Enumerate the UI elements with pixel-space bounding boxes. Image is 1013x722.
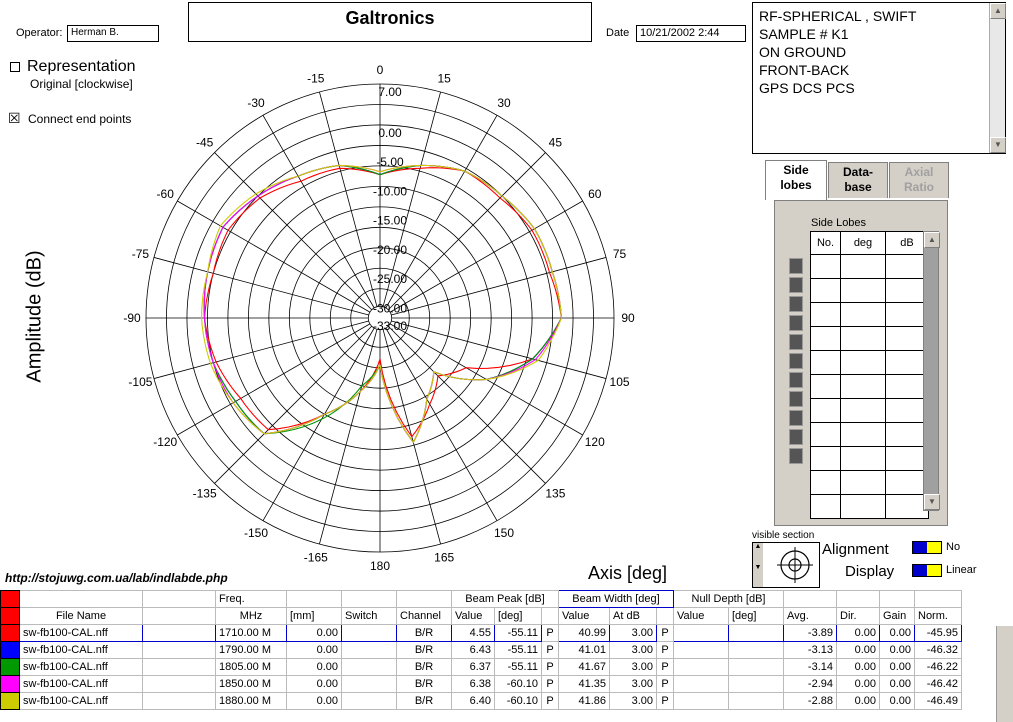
row-select-button[interactable] — [789, 391, 803, 407]
operator-field[interactable]: Herman B. — [67, 25, 159, 42]
header-cell — [20, 591, 143, 608]
results-table — [0, 590, 962, 710]
cell-switch — [342, 659, 397, 676]
cell-switch — [342, 676, 397, 693]
cell-gain: 0.00 — [880, 642, 915, 659]
connect-checkbox[interactable]: ☒ — [8, 110, 21, 126]
table-cell[interactable] — [841, 423, 886, 447]
cell-bp-value: 6.37 — [452, 659, 495, 676]
grid-spoke — [263, 328, 374, 521]
tab-database-line1: Data- — [842, 165, 873, 179]
header-gain: Gain — [880, 608, 915, 625]
header-norm: Norm. — [915, 608, 962, 625]
angle-tick-label: -90 — [123, 311, 141, 325]
grid-spoke — [215, 153, 372, 310]
cell-switch — [342, 693, 397, 710]
scroll-down-icon[interactable]: ▼ — [990, 137, 1006, 153]
results-scrollbar[interactable] — [996, 626, 1013, 722]
cell-file-name[interactable]: sw-fb100-CAL.nff — [20, 625, 143, 642]
radial-tick-label: -33.00 — [372, 319, 408, 333]
col-header-db: dB — [886, 232, 929, 255]
cell-gain[interactable]: 0.00 — [880, 625, 915, 642]
row-select-button[interactable] — [789, 353, 803, 369]
notes-line: ON GROUND — [759, 44, 847, 60]
radial-tick-label: -15.00 — [372, 213, 408, 228]
col-header-deg: deg — [841, 232, 886, 255]
cell-freq[interactable]: 1710.00 M — [216, 625, 287, 642]
table-cell[interactable] — [811, 327, 841, 351]
header-mm: [mm] — [287, 608, 342, 625]
angle-tick-label: -75 — [131, 246, 150, 261]
cell-channel: B/R — [397, 693, 452, 710]
cell-channel[interactable]: B/R — [397, 625, 452, 642]
row-select-button[interactable] — [789, 258, 803, 274]
cell-avg[interactable]: -3.89 — [784, 625, 837, 642]
grid-spoke — [388, 153, 545, 310]
cell-dir: 0.00 — [837, 659, 880, 676]
row-select-button[interactable] — [789, 334, 803, 350]
angle-tick-label: 75 — [612, 246, 627, 261]
header-cell — [837, 591, 880, 608]
header-freq: Freq. — [216, 591, 287, 608]
header-bp-value: Value — [452, 608, 495, 625]
angle-tick-label: 90 — [621, 311, 635, 325]
cell-nd-deg — [729, 693, 784, 710]
crosshair-icon — [777, 547, 813, 583]
tab-axial-ratio-line2: Ratio — [904, 180, 934, 194]
cell-bp-deg: -55.11 — [495, 642, 542, 659]
angle-tick-label: 30 — [497, 96, 511, 111]
notes-scrollbar[interactable] — [989, 3, 1005, 153]
cell-nd-deg — [729, 676, 784, 693]
cell-gain: 0.00 — [880, 659, 915, 676]
grid-spoke — [391, 321, 606, 379]
page-title: Galtronics — [188, 2, 592, 42]
connect-label: Connect end points — [28, 112, 132, 126]
header-bw-at: At dB — [610, 608, 657, 625]
cell-mm: 0.00 — [287, 659, 342, 676]
table-cell[interactable] — [841, 255, 886, 279]
notes-line: FRONT-BACK — [759, 62, 850, 78]
angle-tick-label: 150 — [493, 525, 515, 540]
cell-empty — [143, 642, 216, 659]
scroll-up-icon[interactable]: ▲ — [990, 3, 1006, 19]
cell-bw-at: 3.00 — [610, 659, 657, 676]
representation-label: Representation — [27, 58, 136, 75]
cell-bp-value: 6.38 — [452, 676, 495, 693]
tab-database[interactable] — [828, 162, 888, 198]
cell-file-name: sw-fb100-CAL.nff — [20, 642, 143, 659]
header-nd-value: Value — [674, 608, 729, 625]
cell-bp-deg: -60.10 — [495, 676, 542, 693]
grid-spoke — [319, 329, 377, 544]
cell-freq: 1880.00 M — [216, 693, 287, 710]
cell-mm[interactable]: 0.00 — [287, 625, 342, 642]
header-cell — [915, 591, 962, 608]
cell-nd-value — [674, 676, 729, 693]
header-file-name: File Name — [20, 608, 143, 625]
cell-channel: B/R — [397, 659, 452, 676]
angle-tick-label: 45 — [548, 135, 563, 150]
cell-empty — [143, 659, 216, 676]
table-cell[interactable] — [841, 327, 886, 351]
cell-file-name: sw-fb100-CAL.nff — [20, 676, 143, 693]
scroll-down-icon[interactable]: ▼ — [924, 494, 940, 510]
cell-bp-flag: P — [542, 676, 559, 693]
alignment-value: No — [946, 541, 961, 553]
header-cell — [397, 591, 452, 608]
cell-empty — [143, 676, 216, 693]
cell-mm: 0.00 — [287, 676, 342, 693]
table-cell[interactable] — [841, 495, 886, 519]
cell-bw-value: 41.67 — [559, 659, 610, 676]
table-cell[interactable] — [811, 471, 841, 495]
angle-tick-label: -45 — [195, 135, 214, 150]
y-axis-label: Amplitude (dB) — [23, 250, 46, 383]
header-nd-deg: [deg] — [729, 608, 784, 625]
representation-checkbox[interactable] — [10, 62, 20, 72]
cell-file-name: sw-fb100-CAL.nff — [20, 659, 143, 676]
cell-dir: 0.00 — [837, 676, 880, 693]
header-beam-peak: Beam Peak [dB] — [452, 591, 559, 608]
cell-nd-value — [674, 693, 729, 710]
radial-tick-label: 7.00 — [378, 85, 402, 99]
tab-side-lobes-line1: Side — [783, 163, 809, 177]
header-color-swatch — [1, 608, 20, 625]
tab-side-lobes[interactable] — [765, 160, 827, 200]
side-lobes-row-buttons — [785, 255, 807, 511]
grid-spoke — [154, 257, 369, 315]
grid-spoke — [386, 328, 497, 521]
cell-bw-value[interactable]: 40.99 — [559, 625, 610, 642]
table-row[interactable] — [1, 659, 962, 676]
angle-tick-label: 180 — [369, 559, 391, 573]
header-color-swatch — [1, 591, 20, 608]
header-cell — [143, 591, 216, 608]
cell-bw-value: 41.01 — [559, 642, 610, 659]
table-row[interactable] — [1, 676, 962, 693]
header-cell — [143, 608, 216, 625]
header-dir: Dir. — [837, 608, 880, 625]
grid-spoke — [390, 201, 583, 312]
angle-tick-label: -60 — [156, 187, 174, 201]
angle-tick-label: -105 — [128, 375, 153, 390]
notes-textarea[interactable] — [752, 2, 1006, 154]
notes-line: SAMPLE # K1 — [759, 26, 849, 42]
tab-side-lobes-line2: lobes — [780, 178, 812, 192]
header-channel: Channel — [397, 608, 452, 625]
cell-bw-at: 3.00 — [610, 642, 657, 659]
angle-tick-label: 60 — [588, 187, 602, 201]
date-label: Date — [606, 27, 630, 39]
visible-section-control[interactable] — [752, 542, 820, 588]
cell-channel: B/R — [397, 642, 452, 659]
cell-nd-deg[interactable] — [729, 625, 784, 642]
header-mhz: MHz — [216, 608, 287, 625]
cell-dir: 0.00 — [837, 642, 880, 659]
tab-axial-ratio[interactable] — [889, 162, 949, 198]
cell-mm: 0.00 — [287, 693, 342, 710]
table-cell[interactable] — [811, 447, 841, 471]
angle-tick-label: 0 — [376, 63, 384, 77]
cell-bw-flag: P — [657, 693, 674, 710]
radial-tick-label: -20.00 — [372, 242, 408, 257]
cell-switch — [342, 642, 397, 659]
table-row[interactable] — [1, 625, 962, 642]
radial-tick-label: 0.00 — [378, 125, 402, 140]
angle-tick-label: 15 — [437, 71, 451, 86]
cell-nd-value — [674, 642, 729, 659]
row-select-button[interactable] — [789, 372, 803, 388]
grid-spoke — [388, 326, 545, 483]
angle-tick-label: 135 — [545, 486, 566, 501]
table-row[interactable] — [1, 642, 962, 659]
radial-tick-label: -30.00 — [372, 301, 408, 316]
row-color-swatch[interactable] — [1, 693, 20, 710]
cell-dir: 0.00 — [837, 693, 880, 710]
header-cell — [657, 608, 674, 625]
cell-freq: 1790.00 M — [216, 642, 287, 659]
cell-bw-flag: P — [657, 676, 674, 693]
radial-tick-label: -5.00 — [376, 155, 404, 170]
header-avg: Avg. — [784, 608, 837, 625]
row-select-button[interactable] — [789, 429, 803, 445]
table-cell[interactable] — [841, 447, 886, 471]
cell-bw-value: 41.35 — [559, 676, 610, 693]
header-cell — [542, 608, 559, 625]
cell-bw-at: 3.00 — [610, 693, 657, 710]
row-select-button[interactable] — [789, 410, 803, 426]
side-lobes-table — [810, 231, 929, 519]
polar-chart — [100, 52, 660, 582]
tab-database-line2: base — [844, 180, 872, 194]
cell-bp-flag[interactable]: P — [542, 625, 559, 642]
cell-bp-deg[interactable]: -55.11 — [495, 625, 542, 642]
side-lobes-title: Side Lobes — [811, 217, 867, 229]
grid-spoke — [154, 321, 369, 379]
table-cell[interactable] — [811, 255, 841, 279]
cell-nd-value — [674, 659, 729, 676]
cell-channel: B/R — [397, 676, 452, 693]
header-cell — [287, 591, 342, 608]
row-color-swatch[interactable] — [1, 659, 20, 676]
header-cell — [880, 591, 915, 608]
row-color-swatch[interactable] — [1, 625, 20, 642]
alignment-toggle[interactable] — [912, 541, 942, 554]
angle-tick-label: -150 — [243, 525, 269, 540]
radial-tick-label: -10.00 — [372, 184, 408, 199]
cell-empty — [143, 693, 216, 710]
cell-avg: -2.88 — [784, 693, 837, 710]
tab-axial-ratio-line1: Axial — [904, 165, 934, 179]
angle-tick-label: -165 — [303, 550, 328, 565]
table-cell[interactable] — [841, 303, 886, 327]
cell-switch[interactable] — [342, 625, 397, 642]
cell-file-name: sw-fb100-CAL.nff — [20, 693, 143, 710]
header-cell — [784, 591, 837, 608]
grid-spoke — [391, 257, 606, 315]
cell-avg: -3.14 — [784, 659, 837, 676]
cell-bp-value: 6.40 — [452, 693, 495, 710]
row-select-button[interactable] — [789, 296, 803, 312]
cell-norm: -46.22 — [915, 659, 962, 676]
cell-norm[interactable]: -45.95 — [915, 625, 962, 642]
operator-label: Operator: — [16, 27, 63, 39]
notes-line: RF-SPHERICAL , SWIFT — [759, 8, 917, 24]
notes-line: GPS DCS PCS — [759, 80, 855, 96]
angle-tick-label: -120 — [153, 435, 178, 449]
results-table-area — [0, 590, 1013, 722]
row-color-swatch[interactable] — [1, 676, 20, 693]
cell-bw-value: 41.86 — [559, 693, 610, 710]
source-url[interactable]: http://stojuwg.com.ua/lab/indlabde.php — [5, 571, 228, 585]
representation-sub: Original [clockwise] — [30, 77, 133, 91]
cell-freq: 1850.00 M — [216, 676, 287, 693]
cell-empty[interactable] — [143, 625, 216, 642]
alignment-label: Alignment — [822, 541, 889, 558]
cell-bp-deg: -55.11 — [495, 659, 542, 676]
table-cell[interactable] — [841, 375, 886, 399]
angle-tick-label: 105 — [609, 375, 630, 390]
cell-bw-at[interactable]: 3.00 — [610, 625, 657, 642]
cell-bw-flag: P — [657, 642, 674, 659]
header-cell — [342, 591, 397, 608]
cell-bw-flag[interactable]: P — [657, 625, 674, 642]
cell-bp-value[interactable]: 4.55 — [452, 625, 495, 642]
header-bp-deg: [deg] — [495, 608, 542, 625]
table-cell[interactable] — [811, 351, 841, 375]
angle-tick-label: -135 — [192, 486, 217, 501]
side-lobes-panel — [774, 200, 948, 526]
row-select-button[interactable] — [789, 448, 803, 464]
row-color-swatch[interactable] — [1, 642, 20, 659]
angle-tick-label: -30 — [247, 96, 265, 111]
visible-section-label: visible section — [752, 530, 815, 541]
header-bw-value: Value — [559, 608, 610, 625]
visible-section-spinner[interactable]: ▲ ▼ — [753, 543, 763, 587]
cell-mm: 0.00 — [287, 642, 342, 659]
cell-gain: 0.00 — [880, 676, 915, 693]
cell-norm: -46.42 — [915, 676, 962, 693]
cell-nd-deg — [729, 642, 784, 659]
grid-spoke — [177, 201, 370, 312]
table-cell[interactable] — [811, 303, 841, 327]
cell-bw-at: 3.00 — [610, 676, 657, 693]
grid-spoke — [319, 92, 377, 307]
header-switch: Switch — [342, 608, 397, 625]
table-cell[interactable] — [811, 423, 841, 447]
radial-tick-label: -25.00 — [372, 272, 408, 287]
header-beam-width[interactable]: Beam Width [deg] — [559, 591, 674, 608]
display-value: Linear — [946, 564, 977, 576]
table-cell[interactable] — [841, 471, 886, 495]
table-row[interactable] — [1, 693, 962, 710]
angle-tick-label: -15 — [307, 71, 325, 86]
display-toggle[interactable] — [912, 564, 942, 577]
table-cell[interactable] — [811, 375, 841, 399]
display-label: Display — [845, 563, 895, 580]
x-axis-label: Axis [deg] — [588, 563, 668, 583]
cell-avg: -3.13 — [784, 642, 837, 659]
cell-bp-flag: P — [542, 659, 559, 676]
cell-nd-deg — [729, 659, 784, 676]
angle-tick-label: 120 — [584, 435, 605, 449]
table-cell[interactable] — [841, 351, 886, 375]
table-cell[interactable] — [811, 495, 841, 519]
cell-bw-flag: P — [657, 659, 674, 676]
side-lobes-scrollbar[interactable] — [923, 231, 939, 511]
scroll-up-icon[interactable]: ▲ — [924, 232, 940, 248]
cell-freq: 1805.00 M — [216, 659, 287, 676]
cell-bp-flag: P — [542, 693, 559, 710]
date-field[interactable]: 10/21/2002 2:44 — [636, 25, 746, 42]
table-cell[interactable] — [841, 399, 886, 423]
grid-spoke — [263, 115, 374, 308]
table-cell[interactable] — [841, 279, 886, 303]
grid-spoke — [177, 324, 370, 435]
col-header-no: No. — [811, 232, 841, 255]
angle-tick-label: 165 — [434, 550, 455, 565]
cell-norm: -46.32 — [915, 642, 962, 659]
cell-bp-flag: P — [542, 642, 559, 659]
cell-nd-value[interactable] — [674, 625, 729, 642]
cell-dir[interactable]: 0.00 — [837, 625, 880, 642]
cell-norm: -46.49 — [915, 693, 962, 710]
cell-avg: -2.94 — [784, 676, 837, 693]
cell-bp-value: 6.43 — [452, 642, 495, 659]
table-cell[interactable] — [811, 279, 841, 303]
cell-bp-deg: -60.10 — [495, 693, 542, 710]
row-select-button[interactable] — [789, 315, 803, 331]
row-select-button[interactable] — [789, 277, 803, 293]
header-null-depth: Null Depth [dB] — [674, 591, 784, 608]
table-cell[interactable] — [811, 399, 841, 423]
cell-gain: 0.00 — [880, 693, 915, 710]
